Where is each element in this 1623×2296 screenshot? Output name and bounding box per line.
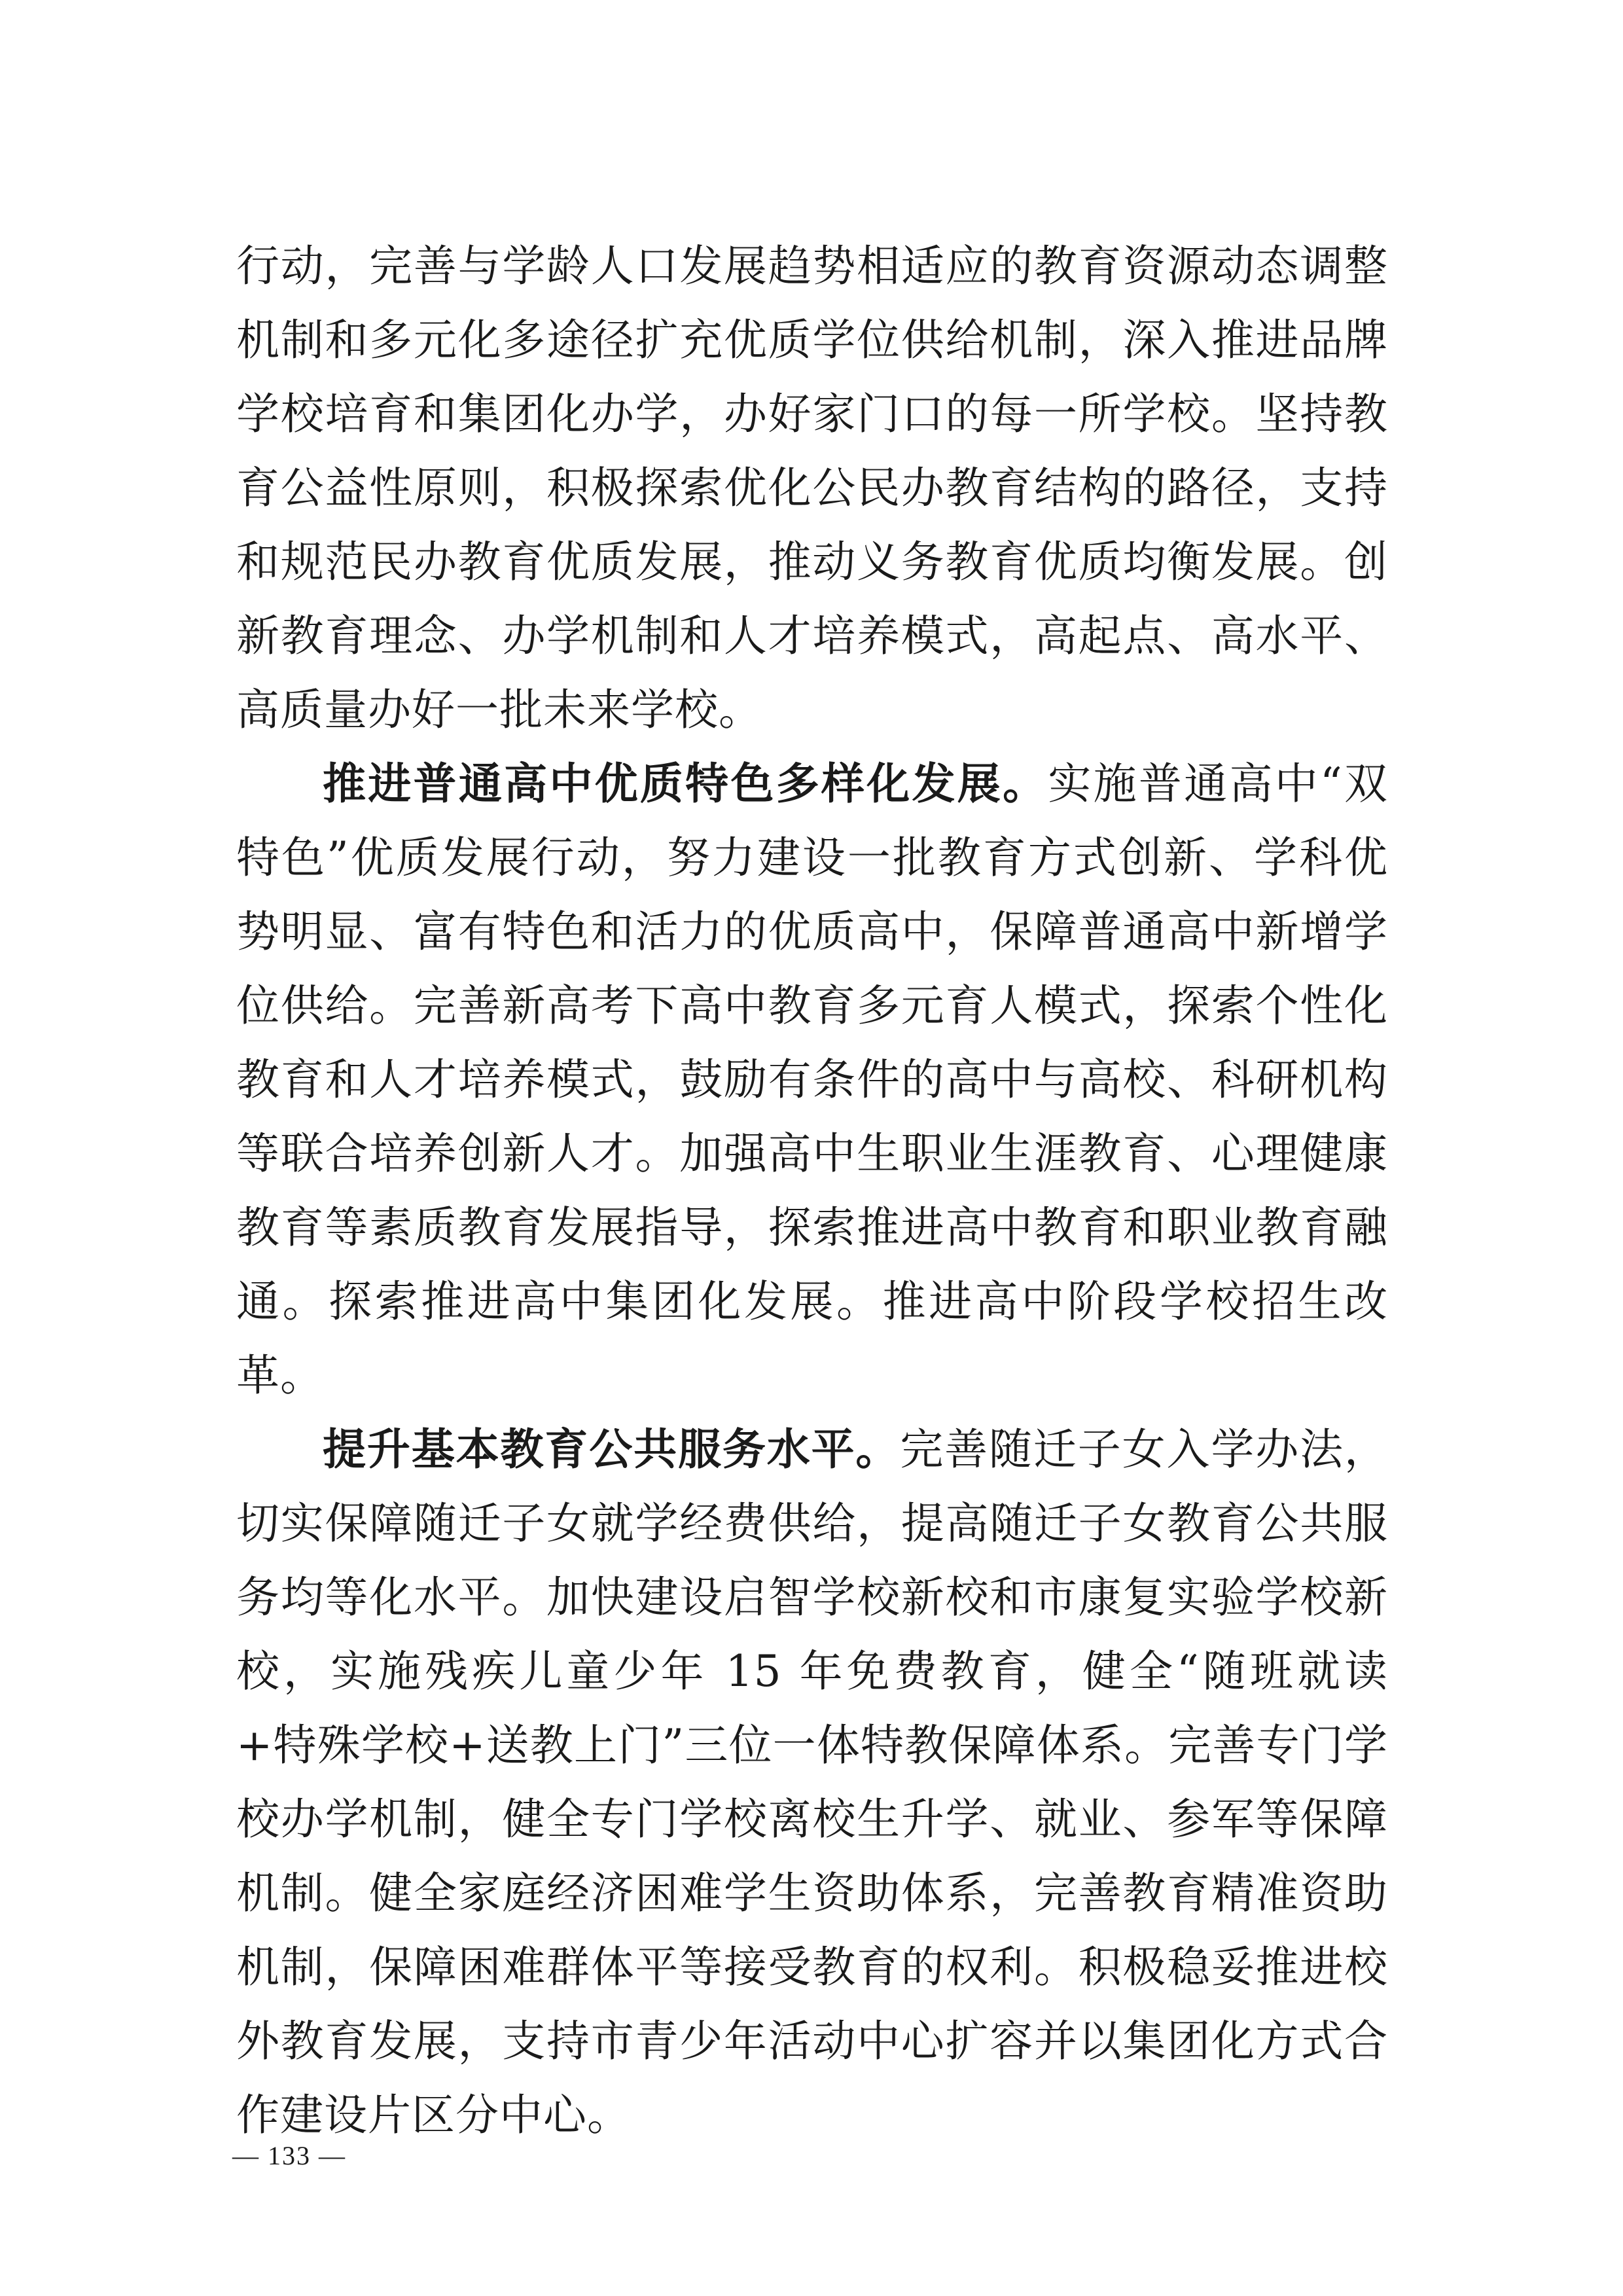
page-number: — 133 — <box>232 2141 346 2170</box>
paragraph-high-school <box>236 747 1388 1412</box>
paragraph-heading: 提升基本教育公共服务水平。 <box>323 1424 901 1475</box>
paragraph-continuation <box>236 229 1388 747</box>
paragraph-heading: 推进普通高中优质特色多样化发展。 <box>323 759 1048 809</box>
paragraph-text: 行动，完善与学龄人口发展趋势相适应的教育资源动态调整机制和多元化多途径扩充优质学位供给机制，深入推进品牌学校培育和集团化办学，办好家门口的每一所学校。坚持教育公益性原则，积极探索优化公民办教育结构的路径，支持和规范民办教育优质发展，推动义务教育优质均衡发展。创新教育理念、办学机制和人才培养模式，高起点、高水平、高质量办好一批未来学校。 <box>236 241 1388 735</box>
body-text <box>236 229 1388 2152</box>
paragraph-text: 完善随迁子女入学办法，切实保障随迁子女就学经费供给，提高随迁子女教育公共服务均等化水平。加快建设启智学校新校和市康复实验学校新校，实施残疾儿童少年 15 年免费教育，健全“随班就读+特殊学校+送教上门”三位一体特教保障体系。完善专门学校办学机制，健全专门学校离校生升学、就业、参军等保障机制。健全家庭经济困难学生资助体系，完善教育精准资助机制，保障困难群体平等接受教育的权利。积极稳妥推进校外教育发展，支持市青少年活动中心扩容并以集团化方式合作建设片区分中心。 <box>236 1424 1389 2140</box>
paragraph-public-service <box>236 1412 1388 2152</box>
paragraph-text: 实施普通高中“双特色”优质发展行动，努力建设一批教育方式创新、学科优势明显、富有特色和活力的优质高中，保障普通高中新增学位供给。完善新高考下高中教育多元育人模式，探索个性化教育和人才培养模式，鼓励有条件的高中与高校、科研机构等联合培养创新人才。加强高中生职业生涯教育、心理健康教育等素质教育发展指导，探索推进高中教育和职业教育融通。探索推进高中集团化发展。推进高中阶段学校招生改革。 <box>236 759 1389 1401</box>
